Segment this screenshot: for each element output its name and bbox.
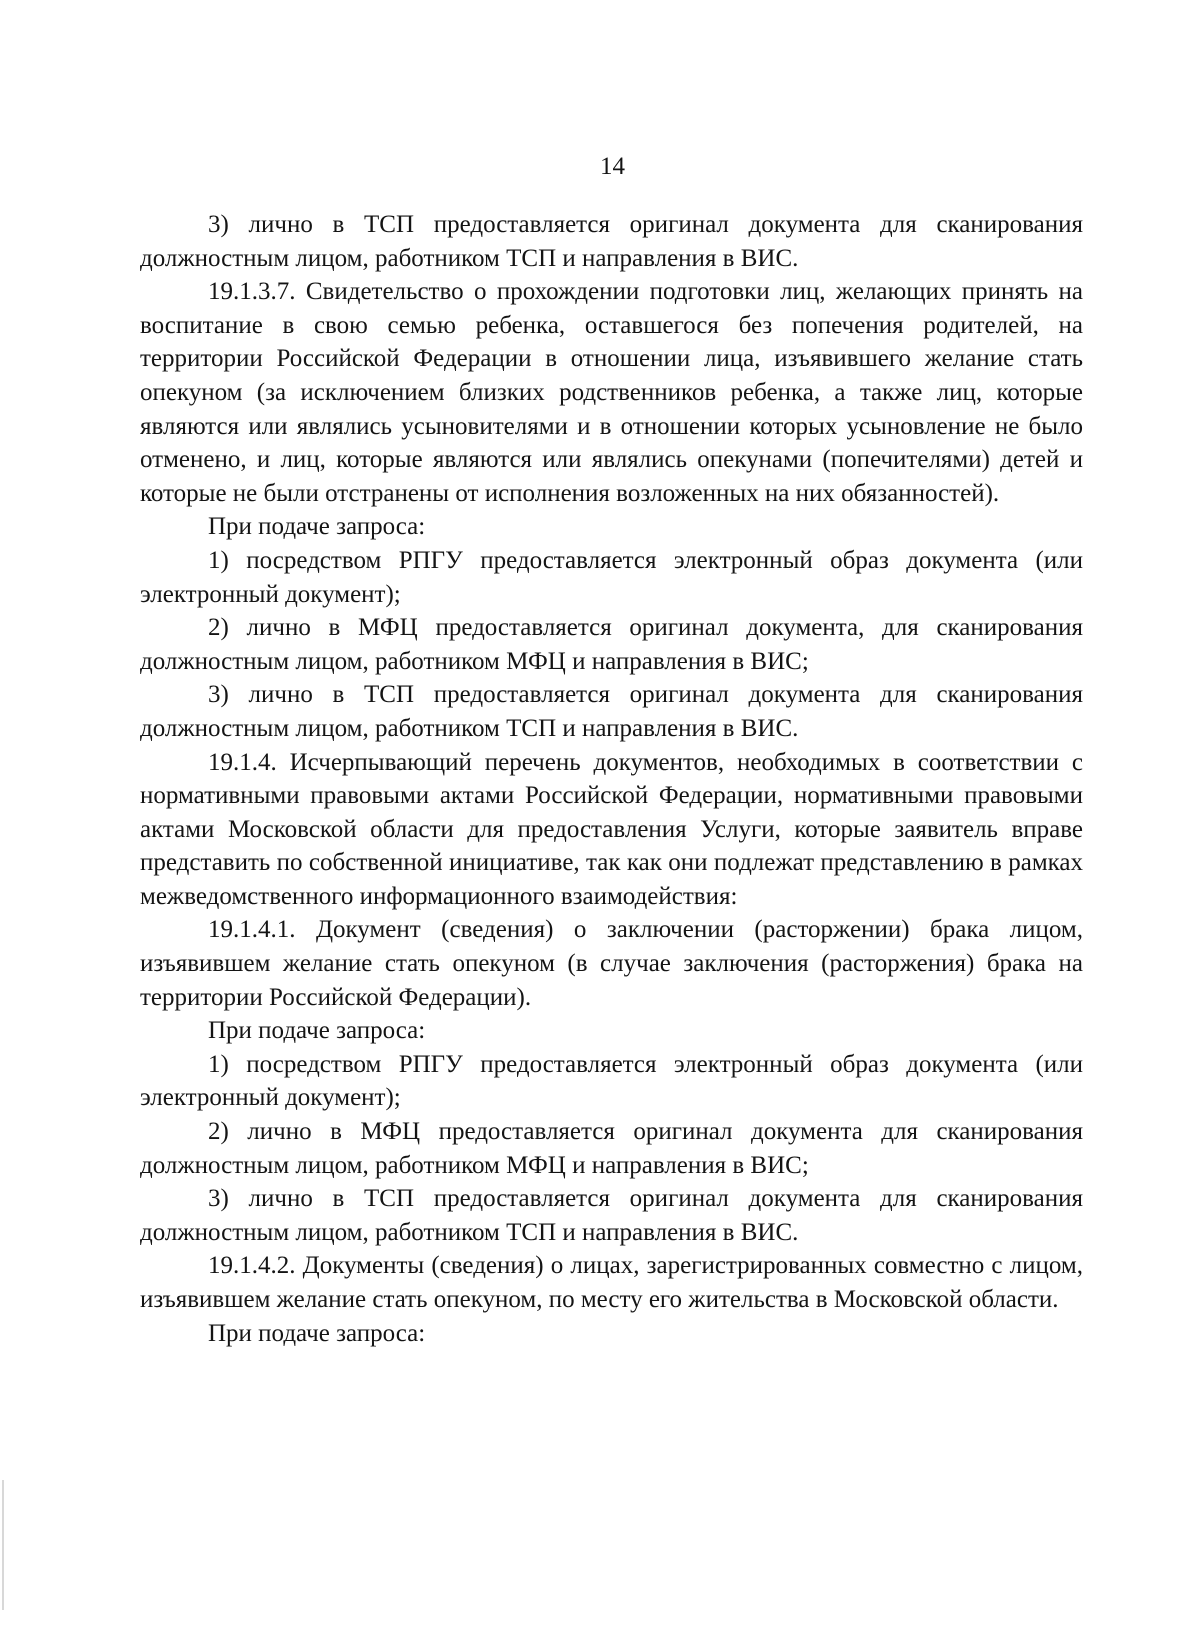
paragraph: 3) лично в ТСП предоставляется оригинал документа для сканирования должностным лицом, работником ТСП и направления в ВИС. (140, 681, 1083, 742)
paragraph: При подаче запроса: (208, 1319, 426, 1347)
paragraph: 19.1.3.7. Свидетельство о прохождении подготовки лиц, желающих принять на воспитание в свою семью ребенка, оставшегося без попечения родителей, на территории Российской Федерации в отношении лица, изъявившего желание стать опекуном (за исключением близких родственников ребенка, а также лиц, которые являются или являлись усыновителями и в отношении которых усыновление не было отменено, и лиц, которые являются или являлись опекунами (попечителями) детей и которые не были отстранены от исполнения возложенных на них обязанностей). (140, 278, 1083, 507)
page-number: 14 (600, 153, 625, 180)
document-body (140, 208, 1083, 1350)
paragraph: При подаче запроса: (208, 513, 426, 541)
paragraph: 3) лично в ТСП предоставляется оригинал документа для сканирования должностным лицом, работником ТСП и направления в ВИС. (140, 211, 1083, 272)
paragraph: 1) посредством РПГУ предоставляется электронный образ документа (или электронный документ); (140, 546, 1083, 608)
paragraph: 2) лично в МФЦ предоставляется оригинал документа для сканирования должностным лицом, работником МФЦ и направления в ВИС; (140, 1118, 1083, 1179)
scan-edge-mark (2, 1480, 4, 1610)
paragraph: 1) посредством РПГУ предоставляется электронный образ документа (или электронный документ); (140, 1050, 1083, 1112)
paragraph: 19.1.4. Исчерпывающий перечень документов, необходимых в соответствии с нормативными правовыми актами Российской Федерации, нормативными правовыми актами Московской области для предоставления Услуги, которые заявитель вправе представить по собственной инициативе, так как они подлежат представлению в рамках межведомственного информационного взаимодействия: (140, 748, 1083, 910)
paragraph: 19.1.4.1. Документ (сведения) о заключении (расторжении) брака лицом, изъявившем желание стать опекуном (в случае заключения (расторжения) брака на территории Российской Федерации). (140, 916, 1083, 1011)
paragraph: При подаче запроса: (208, 1017, 426, 1045)
paragraph: 2) лично в МФЦ предоставляется оригинал документа, для сканирования должностным лицом, работником МФЦ и направления в ВИС; (140, 614, 1083, 675)
paragraph: 19.1.4.2. Документы (сведения) о лицах, зарегистрированных совместно с лицом, изъявившем желание стать опекуном, по месту его жительства в Московской области. (140, 1252, 1083, 1313)
paragraph: 3) лично в ТСП предоставляется оригинал документа для сканирования должностным лицом, работником ТСП и направления в ВИС. (140, 1185, 1083, 1246)
